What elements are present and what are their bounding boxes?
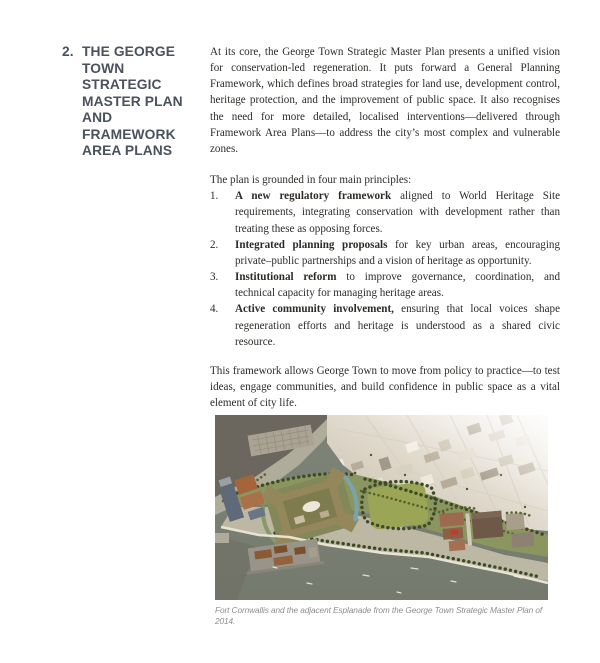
list-item-number: 1. bbox=[210, 190, 219, 203]
list-item-lead: Active community involvement, bbox=[235, 303, 394, 316]
section-title-line: STRATEGIC bbox=[82, 77, 162, 92]
section-title-line: TOWN bbox=[82, 60, 125, 76]
list-item-lead: Institutional reform bbox=[235, 271, 337, 284]
masterplan-aerial-rendering bbox=[215, 415, 548, 600]
section-title-line: MASTER PLAN bbox=[82, 93, 183, 109]
list-item-rest: to improve governance, coordination, and technical capacity for managing heritage areas. bbox=[235, 271, 560, 300]
list-item bbox=[210, 269, 560, 301]
list-item bbox=[210, 237, 560, 269]
body-text-column bbox=[210, 44, 560, 411]
section-number: 2. bbox=[62, 44, 74, 59]
list-item-number: 2. bbox=[210, 238, 219, 251]
section-title-line: FRAMEWORK bbox=[82, 126, 176, 142]
list-item bbox=[210, 301, 560, 349]
list-item-rest: ensuring that local voices shape regeneration efforts and heritage is understood as a shared civic resource. bbox=[235, 303, 560, 348]
list-item-number: 4. bbox=[210, 303, 219, 316]
list-item-rest: aligned to World Heritage Site requirements, integrating conservation with development rather than treating these as opposing forces. bbox=[235, 190, 560, 235]
list-item-text bbox=[235, 269, 560, 301]
paragraph-intro: At its core, the George Town Strategic Master Plan presents a unified vision for conservation-led regeneration. It puts forward a General Planning Framework, which defines broad strategies for land use, development control, heritage protection, and the improvement of public space. It also recognises the need for more detailed, localised interventions—delivered through Framework Area Plans—to address the city’s most complex and vulnerable zones. bbox=[210, 46, 560, 155]
section-title bbox=[62, 44, 212, 160]
section-title-line: THE GEORGE bbox=[82, 44, 175, 59]
padang-lawn bbox=[367, 482, 430, 531]
list-item-text bbox=[235, 188, 560, 236]
list-item-rest: for key urban areas, encouraging private–public partnerships and a vision of heritage as opportunity. bbox=[235, 238, 560, 267]
list-item-number: 3. bbox=[210, 271, 219, 284]
list-item-lead: A new regulatory framework bbox=[235, 190, 392, 203]
figure-caption: Fort Cornwallis and the adjacent Esplanade from the George Town Strategic Master Plan of 2014. bbox=[215, 605, 543, 626]
figure-masterplan-aerial bbox=[215, 415, 548, 600]
section-heading bbox=[62, 44, 212, 160]
list-item-text bbox=[235, 301, 560, 349]
list-item-text bbox=[235, 237, 560, 269]
list-item-lead: Integrated planning proposals bbox=[235, 238, 388, 251]
principles-intro: The plan is grounded in four main principles: bbox=[210, 174, 412, 187]
section-title-line: AREA PLANS bbox=[82, 143, 173, 158]
paragraph-conclusion: This framework allows George Town to move from policy to practice—to test ideas, engage communities, and build confidence in public space as a vital element of city life. bbox=[210, 364, 560, 410]
list-item bbox=[210, 188, 560, 236]
section-title-line: AND bbox=[82, 110, 113, 125]
